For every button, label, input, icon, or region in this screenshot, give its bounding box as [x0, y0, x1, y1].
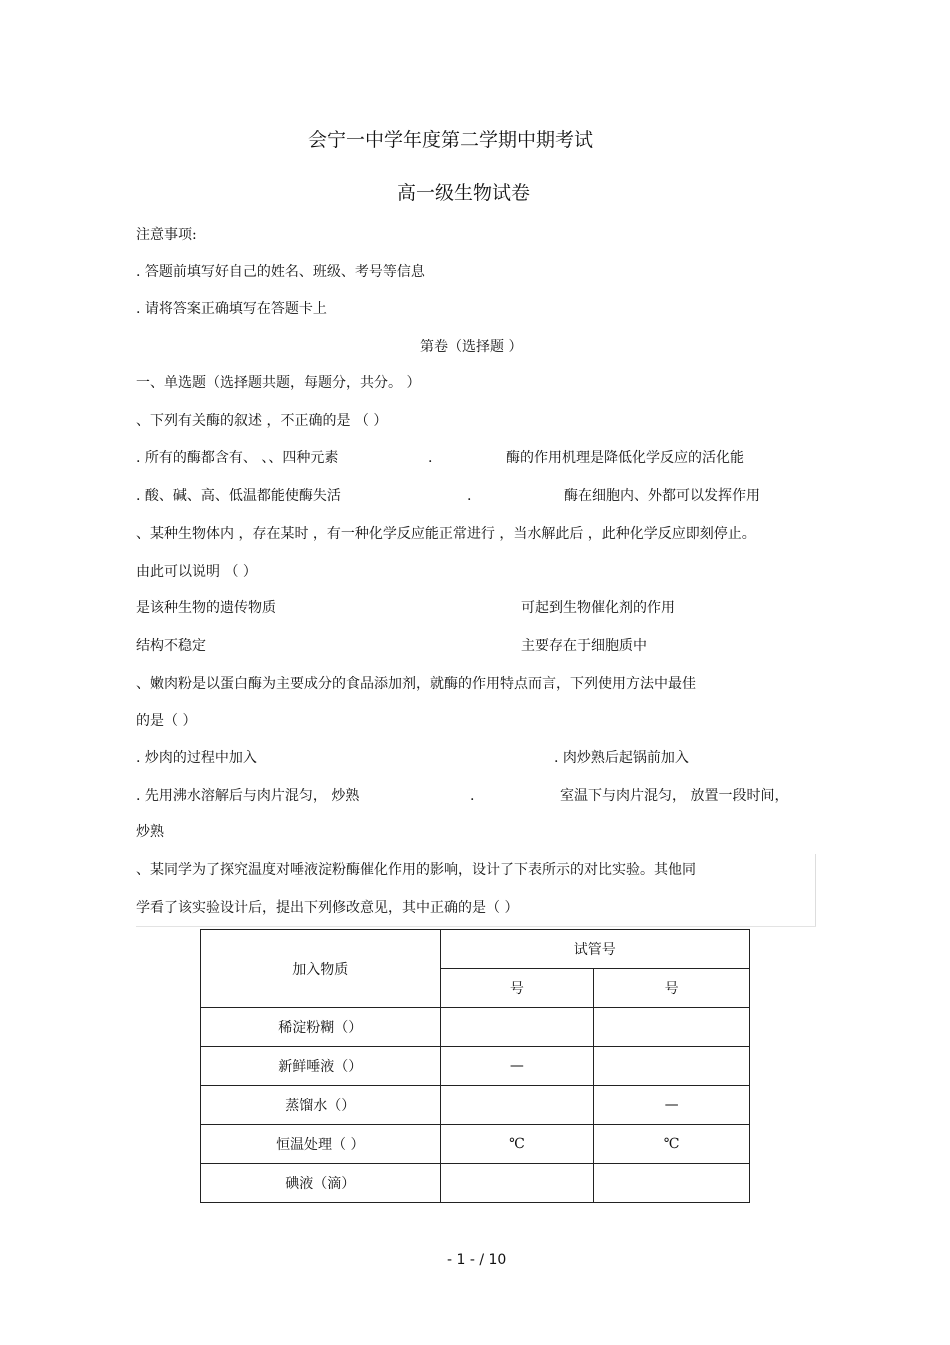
notice-item-2: . 请将答案正确填写在答题卡上: [136, 301, 327, 317]
header-tube-1: 号: [440, 969, 594, 1008]
question-1-stem: 、下列有关酶的叙述 ，不正确的是 （ ）: [136, 413, 388, 429]
experiment-table: [200, 929, 750, 1203]
question-3-option-a: . 炒肉的过程中加入: [136, 750, 257, 766]
section-heading: 一、单选题（选择题共题，每题分，共分。 ）: [136, 375, 421, 391]
header-tube-number: 试管号: [440, 930, 749, 969]
row-cell-tube-2: ℃: [594, 1125, 750, 1164]
question-2-option-b: 可起到生物催化剂的作用: [521, 600, 675, 616]
question-2-option-c: 结构不稳定: [136, 638, 206, 654]
row-cell-tube-2: —: [594, 1086, 750, 1125]
question-1-option-b-dot: .: [428, 450, 433, 466]
notice-item-1: . 答题前填写好自己的姓名、班级、考号等信息: [136, 264, 425, 280]
row-cell-tube-1: —: [440, 1047, 594, 1086]
question-3-option-d: 室温下与肉片混匀， 放置一段时间，: [560, 788, 789, 804]
question-4-box-bottom-border: [136, 926, 816, 927]
question-1-option-d-dot: .: [467, 488, 472, 504]
header-tube-2: 号: [594, 969, 750, 1008]
question-1-option-d: 酶在细胞内、外都可以发挥作用: [564, 488, 760, 504]
question-2-option-a: 是该种生物的遗传物质: [136, 600, 276, 616]
question-4-stem-line-1: 、某同学为了探究温度对唾液淀粉酶催化作用的影响，设计了下表所示的对比实验。其他同: [136, 862, 696, 878]
row-cell-tube-1: [440, 1164, 594, 1203]
row-label: 新鲜唾液（）: [201, 1047, 441, 1086]
question-3-stem-line-2: 的是（ ）: [136, 713, 197, 729]
row-cell-tube-2: [594, 1164, 750, 1203]
row-label: 碘液（滴）: [201, 1164, 441, 1203]
row-label: 恒温处理（ ）: [201, 1125, 441, 1164]
exam-title: 会宁一中学年度第二学期中期考试: [308, 129, 594, 151]
table-row: [201, 1086, 750, 1125]
question-3-option-b: . 肉炒熟后起锅前加入: [554, 750, 689, 766]
row-label: 蒸馏水（）: [201, 1086, 441, 1125]
row-cell-tube-2: [594, 1047, 750, 1086]
question-1-option-a: . 所有的酶都含有、 、、四种元素: [136, 450, 339, 466]
table-row: [201, 1125, 750, 1164]
question-2-stem-line-1: 、某种生物体内 ，存在某时 ，有一种化学反应能正常进行 ，当水解此后 ，此种化学反应即刻停止。: [136, 526, 756, 542]
table-row: [201, 1164, 750, 1203]
question-3-option-c: . 先用沸水溶解后与肉片混匀， 炒熟: [136, 788, 360, 804]
row-cell-tube-1: ℃: [440, 1125, 594, 1164]
row-cell-tube-2: [594, 1008, 750, 1047]
question-1-option-b: 酶的作用机理是降低化学反应的活化能: [506, 450, 744, 466]
question-3-stem-line-1: 、嫩肉粉是以蛋白酶为主要成分的食品添加剂，就酶的作用特点而言，下列使用方法中最佳: [136, 676, 696, 692]
part-title: 第卷（选择题 ）: [420, 339, 523, 355]
row-cell-tube-1: [440, 1008, 594, 1047]
table-row: [201, 1047, 750, 1086]
question-2-option-d: 主要存在于细胞质中: [521, 638, 647, 654]
question-1-option-c: . 酸、碱、高、低温都能使酶失活: [136, 488, 341, 504]
table-row: [201, 1008, 750, 1047]
question-4-box-right-border: [815, 854, 816, 926]
row-label: 稀淀粉糊（）: [201, 1008, 441, 1047]
row-cell-tube-1: [440, 1086, 594, 1125]
table-header-row: [201, 930, 750, 969]
exam-subtitle: 高一级生物试卷: [397, 182, 531, 204]
page-number: - 1 - / 10: [447, 1252, 507, 1268]
question-3-option-d-dot: .: [470, 788, 475, 804]
question-2-stem-line-2: 由此可以说明 （ ）: [136, 564, 257, 580]
question-4-stem-line-2: 学看了该实验设计后，提出下列修改意见，其中正确的是（ ）: [136, 900, 519, 916]
question-3-option-d-cont: 炒熟: [136, 824, 164, 840]
notice-heading: 注意事项:: [136, 227, 197, 243]
header-substance: 加入物质: [201, 930, 441, 1008]
